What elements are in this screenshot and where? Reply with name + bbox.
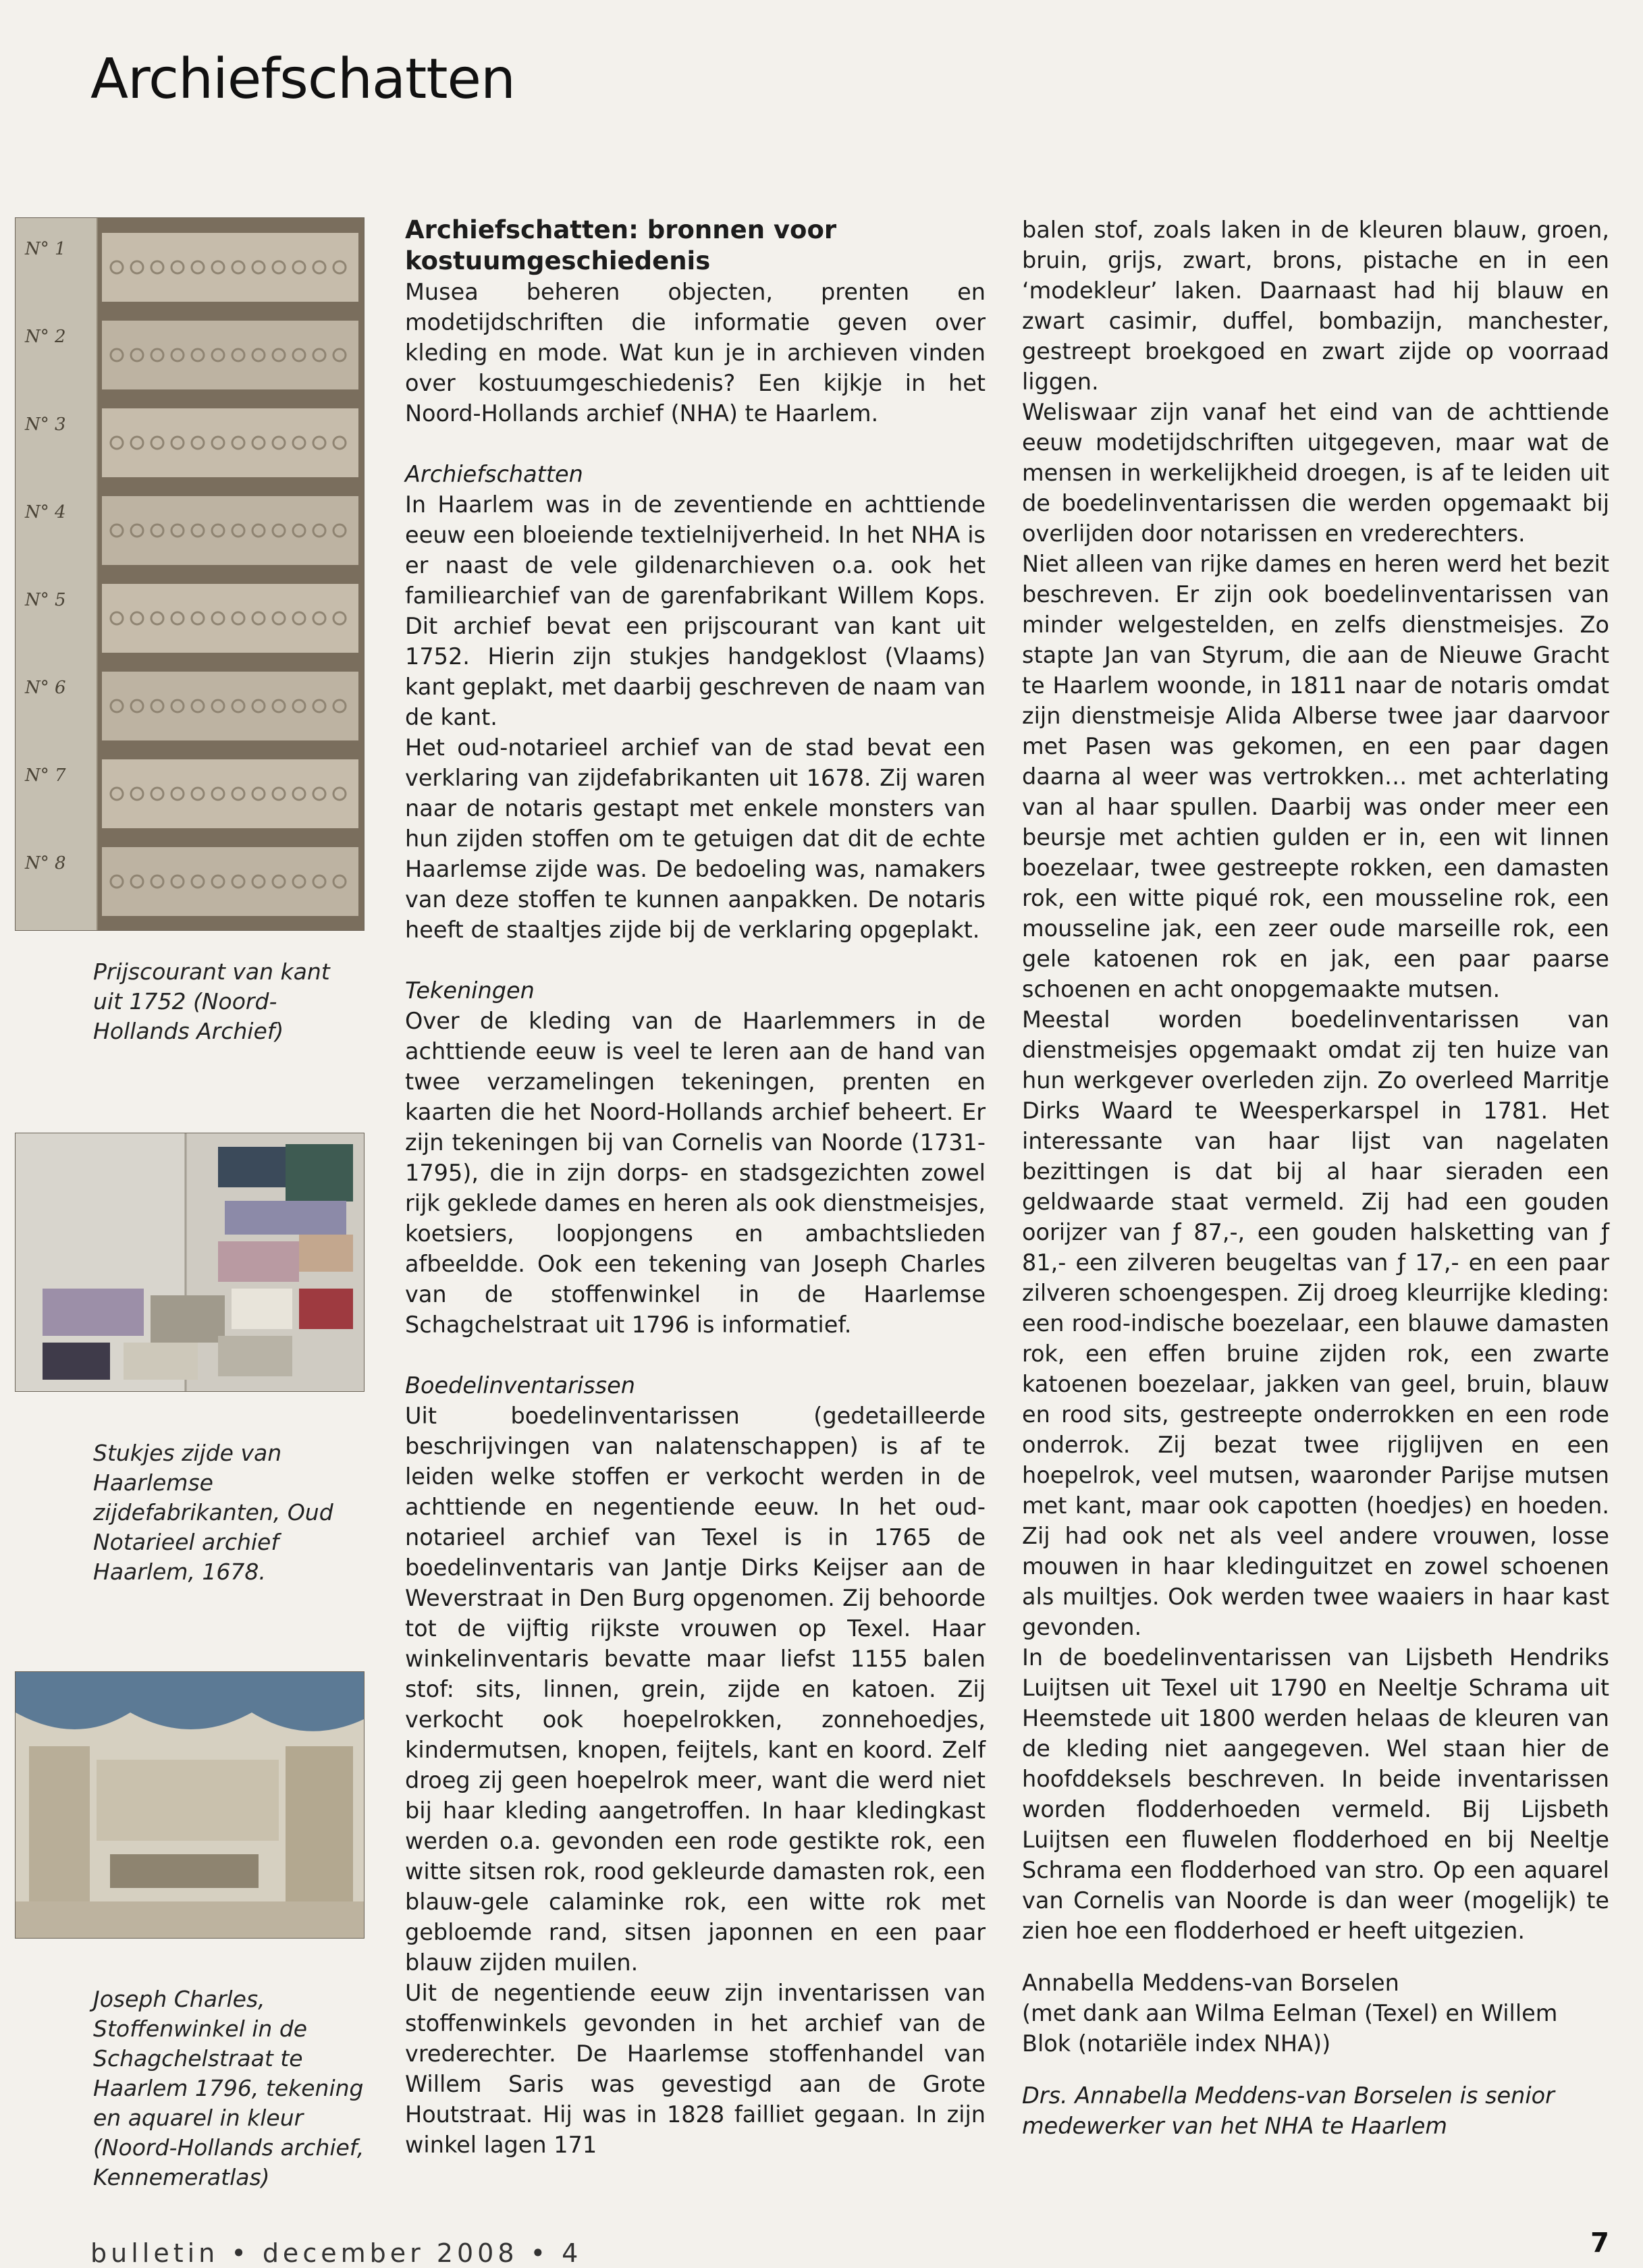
caption-shop-text: Joseph Charles, Stoffenwinkel in de Schagchelstraat te Haarlem 1796, tekening en aquarel in kleur (Noord-Hollands archief, Kennemeratlas)	[93, 1986, 365, 2190]
lace-number-label: N° 6	[25, 678, 66, 698]
shop-drawing-photo	[15, 1671, 365, 1939]
lace-pricelist-photo	[15, 217, 365, 931]
col3-paragraph-5: In de boedelinventarissen van Lijsbeth Hendriks Luijtsen uit Texel uit 1790 en Neeltje Schrama uit Heemstede uit 1800 werden helaas de kleuren van de kleding niet aangegeven. Wel staan hier de hoofddeksels beschreven. In beide inventarissen worden flodderhoeden vermeld. Bij Lijsbeth Luijtsen een fluwelen flodderhoed en bij Neeltje Schrama een flodderhoed van stro. Op een aquarel van Cornelis van Noorde is dan weer (mogelijk) te zien hoe een flodderhoed er heeft uitgezien.	[1022, 1644, 1609, 1944]
caption-silk-text: Stukjes zijde van Haarlemse zijdefabrikanten, Oud Notarieel archief Haarlem, 1678.	[93, 1440, 333, 1585]
author-bio: Drs. Annabella Meddens-van Borselen is senior medewerker van het NHA te Haarlem	[1022, 2082, 1555, 2139]
section3-paragraph-1: Uit boedelinventarissen (gedetailleerde beschrijvingen van nalatenschappen) is af te leiden welke stoffen er verkocht werden in de achttiende en negentiende eeuw. In het oud-notarieel archief van Texel is in 1765 de boedelinventaris van Jantje Dirks Keijser aan de Weverstraat in Den Burg opgenomen. Zij behoorde tot de vijftig rijkste vrouwen op Texel. Haar winkelinventaris bevatte maar liefst 1155 balen stof: sits, linnen, grein, zijde en katoen. Zij verkocht ook hoepelrokken, zonnehoedjes, kindermutsen, knopen, feijtels, kant en koord. Zelf droeg zij geen hoepelrok meer, want die werd niet bij haar kleding aangetroffen. In haar kledingkast werden o.a. gevonden een rode gestikte rok, een witte sitsen rok, rood gekleurde damasten rok, een blauw-gele calaminke rok, een witte rok met gebloemde rand, sitsen japonnen en een paar blauw zijden muilen.	[405, 1403, 986, 1976]
section-heading-boedelinventarissen: Boedelinventarissen	[405, 1372, 635, 1399]
article-title: Archiefschatten: bronnen voor kostuumgeschiedenis	[405, 215, 837, 275]
bleed-through-decoration	[1094, 40, 1607, 142]
lace-sample	[102, 672, 358, 740]
author-name: Annabella Meddens-van Borselen	[1022, 1970, 1399, 1996]
caption-shop	[93, 1985, 377, 2192]
lace-number-label: N° 3	[25, 414, 66, 435]
article-column-3	[1022, 215, 1609, 2141]
section1-paragraph-1: In Haarlem was in de zeventiende en achttiende eeuw een bloeiende textielnijverheid. In het NHA is er naast de vele gildenarchieven o.a. ook het familiearchief van de garenfabrikant Willem Kops. Dit archief bevat een prijscourant van kant uit 1752. Hierin zijn stukjes handgeklost (Vlaams) kant geplakt, met daarbij geschreven de naam van de kant.	[405, 491, 986, 730]
col3-paragraph-4: Meestal worden boedelinventarissen van dienstmeisjes opgemaakt omdat zij ten huize van hun werkgever overleden zijn. Zo overleed Marritje Dirks Waard te Weesperkarspel in 1781. Het interessante van haar lijst van nagelaten bezittingen is dat bij al haar sieraden een geldwaarde staat vermeld. Zij had een gouden oorijzer van ƒ 87,-, een gouden halsketting van ƒ 81,- een zilveren beugeltas van ƒ 17,- en een paar zilveren schoengespen. Zij droeg kleurrijke kleding: een rood-indische boezelaar, een blauwe damasten rok, een effen bruine zijden rok, een zwarte katoenen boezelaar, jakken van geel, bruin, blauw en rood sits, gestreepte onderrokken en een rode onderrok. Zij bezat twee rijglijven en een hoepelrok, veel mutsen, waaronder Parijse mutsen met kant, maar ook capotten (hoedjes) en hoeden. Zij had ook net als veel andere vrouwen, losse mouwen in haar kledinguitzet en zowel schoenen als muiltjes. Ook werden twee waaiers in haar kast gevonden.	[1022, 1006, 1609, 1640]
acknowledgement: (met dank aan Wilma Eelman (Texel) en Willem Blok (notariële index NHA))	[1022, 2000, 1558, 2057]
section3-paragraph-2: Uit de negentiende eeuw zijn inventarissen van stoffenwinkels gevonden in het archief van de vrederechter. De Haarlemse stoffenhandel van Willem Saris was gevestigd aan de Grote Houtstraat. Hij was in 1828 failliet gegaan. In zijn winkel lagen 171	[405, 1980, 986, 2158]
section-heading-archiefschatten: Archiefschatten	[405, 461, 583, 487]
caption-lace	[93, 957, 363, 1046]
lace-number-label: N° 2	[25, 327, 66, 347]
lace-number-label: N° 7	[25, 765, 66, 786]
lace-sample	[102, 847, 358, 916]
article-column-2	[405, 215, 986, 2160]
lace-number-label: N° 1	[25, 239, 66, 259]
lace-number-label: N° 4	[25, 502, 66, 522]
lace-sample	[102, 321, 358, 389]
page-number: 7	[1590, 2228, 1609, 2259]
article-intro: Musea beheren objecten, prenten en modetijdschriften die informatie geven over kleding en mode. Wat kun je in archieven vinden over kostuumgeschiedenis? Een kijkje in het Noord-Hollands archief (NHA) te Haarlem.	[405, 279, 986, 427]
lace-sample	[102, 233, 358, 302]
page-title: Archiefschatten	[90, 47, 515, 111]
lace-sample	[102, 496, 358, 565]
silk-samples-photo	[15, 1133, 365, 1392]
silk-swatches-drawing	[16, 1133, 364, 1391]
lace-sample	[102, 759, 358, 828]
lace-number-label: N° 8	[25, 853, 66, 873]
lace-sample	[102, 408, 358, 477]
lace-samples-drawing	[16, 218, 364, 930]
caption-lace-text: Prijscourant van kant uit 1752 (Noord-Hollands Archief)	[93, 959, 330, 1044]
section2-paragraph-1: Over de kleding van de Haarlemmers in de achttiende eeuw is veel te leren aan de hand van twee verzamelingen tekeningen, prenten en kaarten die het Noord-Hollands archief beheert. Er zijn tekeningen bij van Cornelis van Noorde (1731-1795), die in zijn dorps- en stadsgezichten zowel rijk geklede dames en heren als ook dienstmeisjes, koetsiers, loopjongens en ambachtslieden afbeeldde. Ook een tekening van Joseph Charles van de stoffenwinkel in de Haarlemse Schagchelstraat uit 1796 is informatief.	[405, 1008, 986, 1338]
lace-sample	[102, 584, 358, 653]
caption-silk	[93, 1438, 377, 1587]
section-heading-tekeningen: Tekeningen	[405, 977, 535, 1004]
col3-paragraph-2: Weliswaar zijn vanaf het eind van de achttiende eeuw modetijdschriften uitgegeven, maar wat de mensen in werkelijkheid droegen, is af te leiden uit de boedelinventarissen die werden opgemaakt bij overlijden door notarissen en vrederechters.	[1022, 399, 1609, 547]
section1-paragraph-2: Het oud-notarieel archief van de stad bevat een verklaring van zijdefabrikanten uit 1678. Zij waren naar de notaris gestapt met enkele monsters van hun zijden stoffen om te getuigen dat dit de echte Haarlemse zijde was. De bedoeling was, namakers van deze stoffen te kunnen aanpakken. De notaris heeft de staaltjes zijde bij de verklaring opgeplakt.	[405, 734, 986, 943]
col3-paragraph-1: balen stof, zoals laken in de kleuren blauw, groen, bruin, grijs, zwart, brons, pistache en in een ‘modekleur’ laken. Daarnaast had hij blauw en zwart casimir, duffel, bombazijn, manchester, gestreept broekgoed en zwart zijde op voorraad liggen.	[1022, 217, 1609, 395]
col3-paragraph-3: Niet alleen van rijke dames en heren werd het bezit beschreven. Er zijn ook boedelinventarissen van minder welgestelden, en zelfs dienstmeisjes. Zo stapte Jan van Styrum, die aan de Nieuwe Gracht te Haarlem woonde, in 1811 naar de notaris omdat zijn dienstmeisje Alida Alberse twee jaar daarvoor met Pasen was gekomen, en een paar dagen daarna al weer was vertrokken… met achterlating van al haar spullen. Daarbij was onder meer een beursje met achtien gulden er in, een wit linnen boezelaar, twee gestreepte rokken, een damasten rok, een witte piqué rok, een mousseline rok, een mousseline jak, een zeer oude marseille rok, een gele katoenen rok en jak, een paar paarse schoenen en acht onopgemaakte mutsen.	[1022, 551, 1609, 1002]
lace-number-label: N° 5	[25, 590, 66, 610]
footer-publication: bulletin • december 2008 • 4	[90, 2238, 583, 2268]
shop-interior-drawing	[16, 1672, 364, 1938]
